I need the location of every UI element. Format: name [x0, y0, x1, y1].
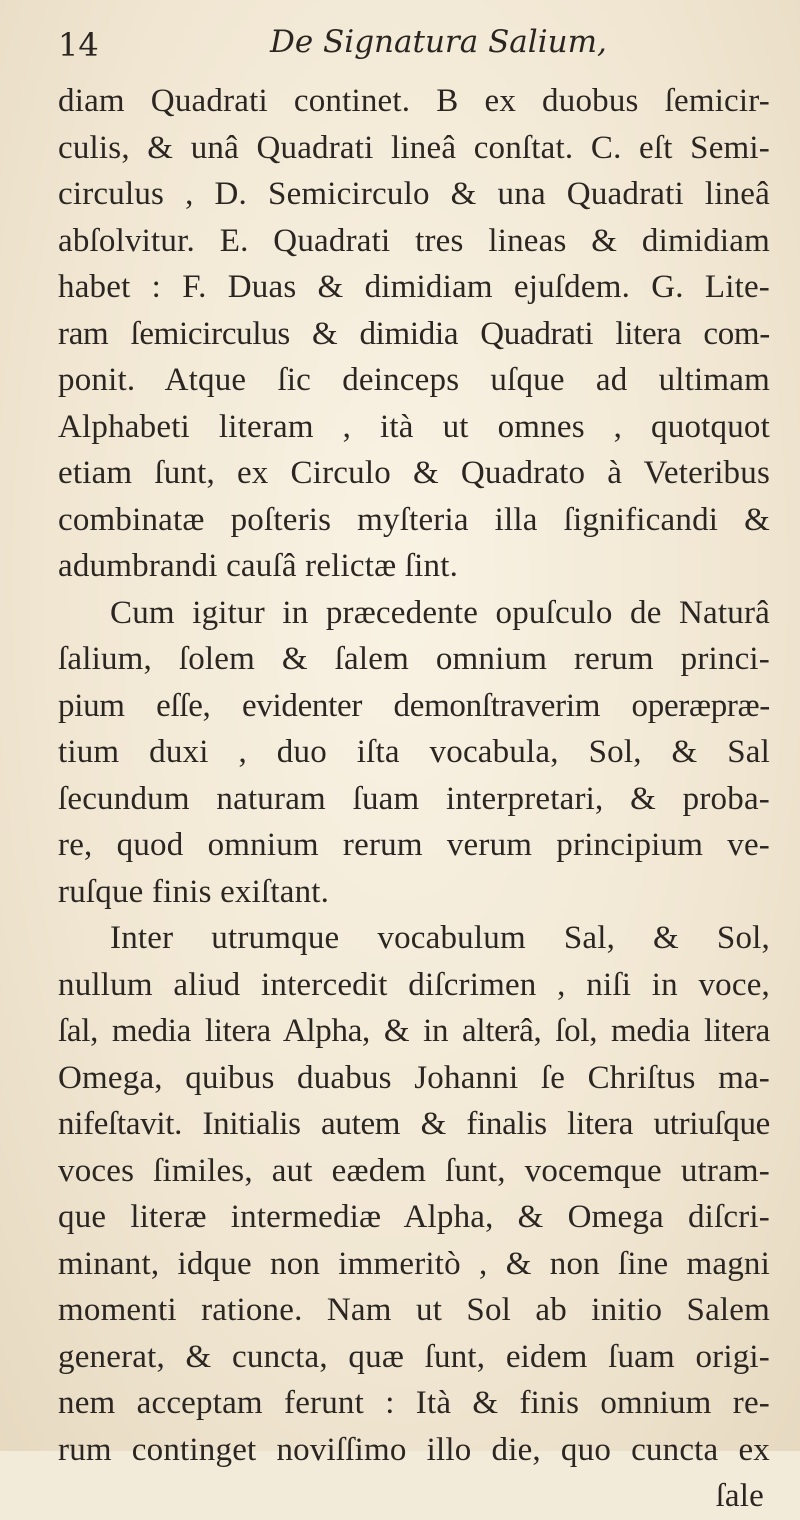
catchword: ſale — [715, 1478, 764, 1514]
text-line: adumbrandi cauſâ relictæ ſint. — [58, 548, 459, 584]
text-line: Cum igitur in præcedente opuſculo de Naturâ — [110, 594, 770, 631]
text-line: ponit. Atque ſic deinceps uſque ad ultimam — [58, 362, 770, 398]
text-line: nullum aliud intercedit diſcrimen , niſi in voce, — [58, 966, 770, 1003]
text-line: tium duxi , duo iſta vocabula, Sol, & Sal — [58, 734, 770, 770]
text-line: Alphabeti literam , ità ut omnes , quotquot — [58, 408, 770, 445]
text-line: que literæ intermediæ Alpha, & Omega diſcri- — [58, 1199, 770, 1235]
text-line: rum continget noviſſimo illo die, quo cuncta ex — [58, 1431, 770, 1468]
page-number: 14 — [58, 26, 99, 64]
text-line: ſecundum naturam ſuam interpretari, & proba- — [58, 780, 770, 817]
text-line: abſolvitur. E. Quadrati tres lineas & dimidiam — [58, 222, 770, 259]
text-line: diam Quadrati continet. B ex duobus ſemicir- — [58, 83, 770, 119]
text-line: habet : F. Duas & dimidiam ejuſdem. G. Lite- — [58, 269, 770, 305]
text-line: ruſque finis exiſtant. — [58, 873, 330, 910]
text-line: ram ſemicirculus & dimidia Quadrati litera com- — [58, 315, 770, 352]
text-line: generat, & cuncta, quæ ſunt, eidem ſuam origi- — [58, 1338, 770, 1375]
text-line: re, quod omnium rerum verum principium ve- — [58, 827, 770, 863]
body-text — [58, 78, 770, 1520]
text-line: circulus , D. Semicirculo & una Quadrati lineâ — [58, 176, 770, 212]
running-title: De Signatura Salium, — [270, 24, 607, 60]
text-line: momenti ratione. Nam ut Sol ab initio Salem — [58, 1292, 770, 1328]
text-line: ſal, media litera Alpha, & in alterâ, ſol, media litera — [58, 1013, 770, 1049]
text-line: ſalium, ſolem & ſalem omnium rerum princi- — [58, 641, 770, 677]
text-line: nem acceptam ferunt : Ità & finis omnium re- — [58, 1385, 770, 1421]
text-line: Omega, quibus duabus Johanni ſe Chriſtus ma- — [58, 1059, 770, 1096]
text-line: minant, idque non immeritò , & non ſine magni — [58, 1245, 770, 1282]
text-line: culis, & unâ Quadrati lineâ conſtat. C. eſt Semi- — [58, 129, 770, 166]
text-line: Inter utrumque vocabulum Sal, & Sol, — [110, 920, 770, 956]
text-line: combinatæ poſteris myſteria illa ſignificandi & — [58, 501, 770, 538]
page-header — [0, 20, 800, 72]
text-line: voces ſimiles, aut eædem ſunt, vocemque utram- — [58, 1152, 770, 1189]
text-line: etiam ſunt, ex Circulo & Quadrato à Veteribus — [58, 455, 770, 491]
text-line: pium eſſe, evidenter demonſtraverim operæpræ- — [58, 687, 770, 724]
text-line: nifeſtavit. Initialis autem & finalis litera utriuſque — [58, 1106, 770, 1142]
